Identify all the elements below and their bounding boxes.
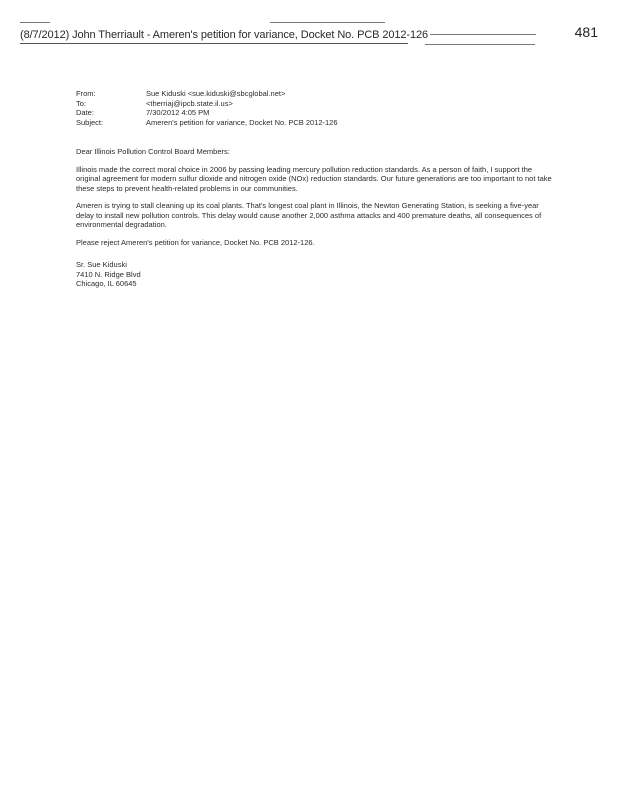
body-paragraph-2: Ameren is trying to stall cleaning up its coal plants. That's longest coal plant in Illinois, the Newton Generating Station, is seeking a five-year delay to install new pollution controls. This delay would cause another 2,000 asthma attacks and 400 premature deaths, all consequences of environmental degradation. bbox=[76, 201, 542, 229]
signature-city: Chicago, IL 60645 bbox=[76, 279, 137, 288]
email-subject-row bbox=[76, 118, 338, 128]
body-paragraph-1: Illinois made the correct moral choice in 2006 by passing leading mercury pollution reduction standards. As a person of faith, I support the original agreement for modern sulfur dioxide and nitrogen oxide (NOx) reduction standards. Our future generations are too important to not take these steps to prevent health-related problems in our communities. bbox=[76, 164, 552, 193]
page-number: 481 bbox=[574, 24, 598, 40]
scan-mark-top-right bbox=[430, 34, 536, 35]
body-paragraph-3: Please reject Ameren's petition for variance, Docket No. PCB 2012-126. bbox=[76, 237, 315, 247]
scan-mark-right-rule bbox=[425, 44, 535, 45]
date-label: Date: bbox=[76, 108, 94, 117]
date-value: 7/30/2012 4:05 PM bbox=[146, 108, 210, 117]
email-to-row bbox=[76, 99, 338, 109]
scan-mark-top-left bbox=[20, 22, 50, 23]
greeting: Dear Illinois Pollution Control Board Members: bbox=[76, 147, 230, 156]
signature-street: 7410 N. Ridge Blvd bbox=[76, 269, 141, 279]
header-title: (8/7/2012) John Therriault - Ameren's petition for variance, Docket No. PCB 2012-126 bbox=[20, 29, 429, 41]
subject-label: Subject: bbox=[76, 117, 104, 127]
from-value: Sue Kiduski <sue.kiduski@sbcglobal.net> bbox=[146, 89, 286, 98]
scan-mark-top-middle bbox=[270, 22, 385, 23]
signature-block bbox=[76, 260, 141, 289]
to-value: <therriaj@ipcb.state.il.us> bbox=[146, 98, 233, 108]
subject-value: Ameren's petition for variance, Docket No. PCB 2012-126 bbox=[146, 117, 338, 127]
email-header-block bbox=[76, 89, 338, 127]
from-label: From: bbox=[76, 89, 96, 98]
email-body bbox=[76, 147, 554, 255]
email-from-row bbox=[76, 89, 338, 99]
to-label: To: bbox=[76, 98, 87, 108]
header-underline bbox=[20, 43, 408, 44]
signature-name: Sr. Sue Kiduski bbox=[76, 260, 127, 269]
email-date-row bbox=[76, 108, 338, 118]
